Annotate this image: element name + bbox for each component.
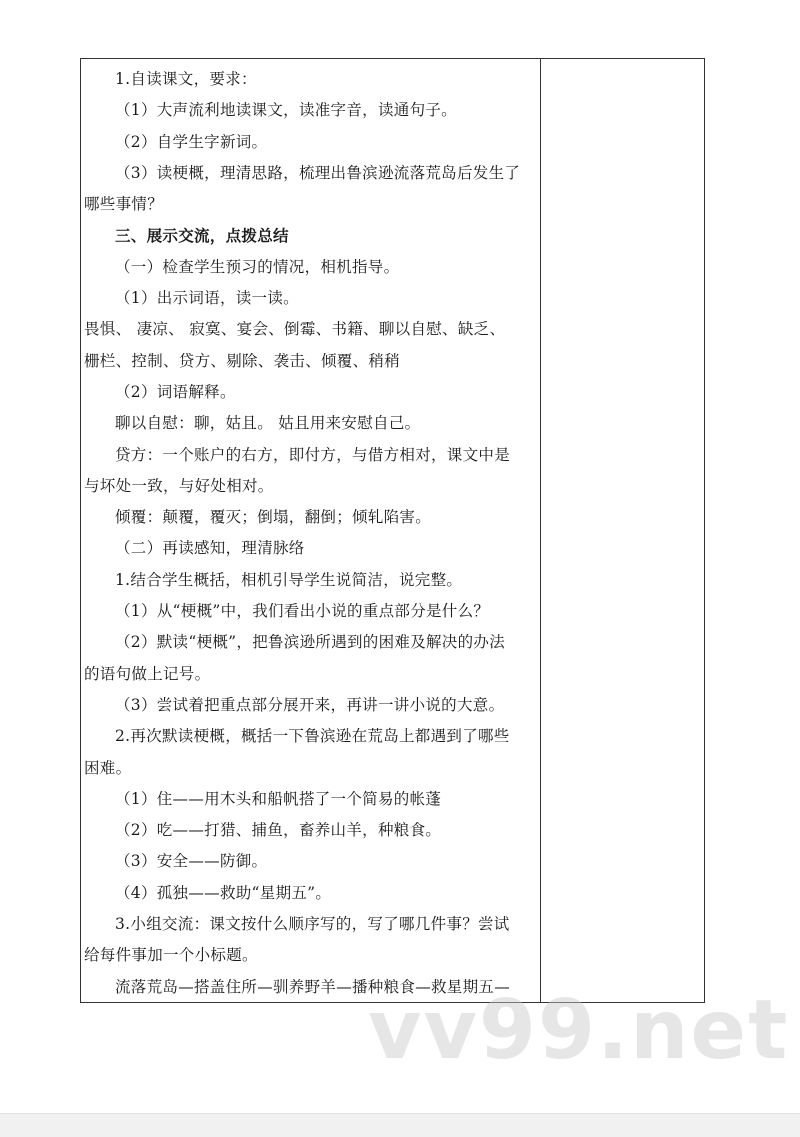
table-column-divider: [540, 58, 541, 1003]
section-heading: 三、展示交流，点拨总结: [115, 226, 289, 246]
text-line: 与坏处一致，与好处相对。: [84, 476, 274, 495]
text-line: 2.再次默读梗概，概括一下鲁滨逊在荒岛上都遇到了哪些: [115, 727, 510, 746]
text-line: （4）孤独——救助“星期五”。: [115, 883, 332, 902]
text-line: 聊以自慰：聊，姑且。 姑且用来安慰自己。: [115, 414, 421, 433]
text-line: （3）读梗概，理清思路，梳理出鲁滨逊流落荒岛后发生了: [115, 163, 521, 182]
text-line: （1）大声流利地读课文，读准字音，读通句子。: [115, 101, 457, 120]
text-line: （2）默读“梗概”，把鲁滨逊所遇到的困难及解决的办法: [115, 633, 506, 652]
text-line: 困难。: [84, 758, 132, 777]
text-line: （1）住——用木头和船帆搭了一个简易的帐蓬: [115, 789, 442, 808]
text-line: （一）检查学生预习的情况，相机指导。: [115, 257, 400, 276]
text-line: 1.自读课文，要求：: [115, 70, 257, 88]
text-line: 流落荒岛—搭盖住所—驯养野羊—播种粮食—救星期五—: [115, 977, 511, 996]
text-line: 1.结合学生概括，相机引导学生说简洁，说完整。: [115, 570, 463, 589]
viewer-bottom-bar: [0, 1113, 800, 1137]
text-line: （3）尝试着把重点部分展开来，再讲一讲小说的大意。: [115, 695, 505, 714]
text-line: （二）再读感知，理清脉络: [115, 539, 305, 558]
text-line: （2）词语解释。: [115, 382, 236, 401]
text-line: 哪些事情？: [84, 195, 164, 214]
text-line: 畏惧、 凄凉、 寂寞、宴会、倒霉、书籍、聊以自慰、缺乏、: [84, 320, 506, 339]
text-line: （1）从“梗概”中，我们看出小说的重点部分是什么？: [115, 602, 490, 621]
lesson-content-cell: [84, 64, 536, 1003]
text-line: （3）安全——防御。: [115, 852, 268, 871]
text-line: 栅栏、控制、贷方、剔除、袭击、倾覆、稍稍: [84, 351, 401, 370]
text-line: （1）出示词语，读一读。: [115, 289, 299, 308]
text-line: 贷方：一个账户的右方，即付方，与借方相对，课文中是: [115, 445, 511, 464]
text-line: （2）吃——打猎、捕鱼，畜养山羊，种粮食。: [115, 821, 442, 840]
text-line: （2）自学生字新词。: [115, 132, 268, 151]
watermark: vv99.net: [368, 983, 790, 1078]
text-line: 倾覆：颠覆，覆灭；倒塌，翻倒；倾轧陷害。: [115, 508, 432, 527]
text-line: 3.小组交流：课文按什么顺序写的，写了哪几件事？尝试: [115, 915, 510, 934]
text-line: 的语句做上记号。: [84, 664, 211, 683]
text-line: 给每件事加一个小标题。: [84, 946, 258, 965]
